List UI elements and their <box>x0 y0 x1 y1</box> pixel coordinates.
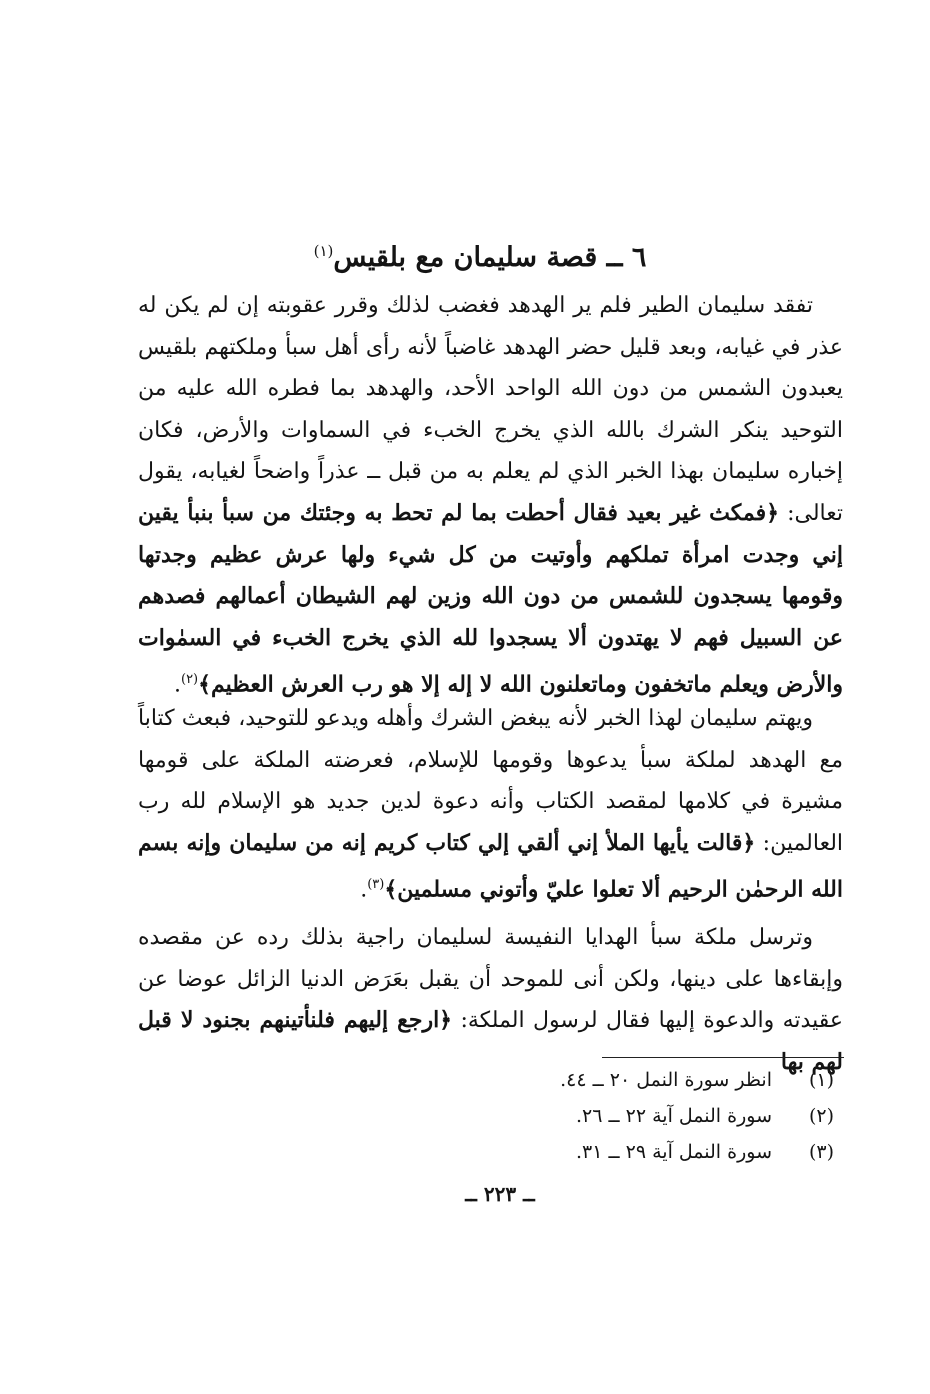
footnote-2 <box>560 1098 834 1134</box>
quote-1-end: . <box>173 672 181 698</box>
page-number: ــ ٢٢٣ ــ <box>465 1182 535 1206</box>
paragraph-2-text: ويهتم سليمان لهذا الخبر لأنه يبغض الشرك وأهله ويدعو للتوحيد، فبعث كتاباً مع الهدهد لملكة سبأ يدعوها وقومها للإسلام، فعرضته الملكة على قومها مشيرة في كلامها لمقصد الكتاب وأنه دعوة لدين جديد هو الإسلام لله رب العالمين: <box>138 706 844 856</box>
footnote-2-text: سورة النمل آية ٢٢ ــ ٢٦. <box>575 1105 772 1127</box>
chapter-heading <box>130 242 830 273</box>
paragraph-3-text: وترسل ملكة سبأ الهدايا النفيسة لسليمان راجية بذلك رده عن مقصده وإبقاءها على دينها، ولكن أنى للموحد أن يقبل بعَرَض الدنيا الزائل عوضا عن عقيدته والدعوة إليها فقال لرسول الملكة: <box>138 925 843 1034</box>
footnote-3 <box>560 1134 834 1170</box>
chapter-note-ref: (١) <box>313 242 334 261</box>
quran-quote-2: ﴿قالت يأيها الملأ إني ألقي إلي كتاب كريم إنه من سليمان وإنه بسم الله الرحمٰن الرحيم ألا تعلوا عليّ وأتوني مسلمين﴾ <box>138 829 843 903</box>
footnote-divider <box>602 1057 844 1058</box>
footnote-1-number: (١) <box>808 1069 834 1091</box>
quran-quote-1: ﴿فمكث غير بعيد فقال أحطت بما لم تحط به وجئتك من سبأ بنبأ يقين إني وجدت امرأة تملكهم وأوتيت من كل شيء ولها عرش عظيم وجدتها وقومها يسجدون للشمس من دون الله وزين لهم الشيطان أعمالهم فصدهم عن السبيل فهم لا يهتدون ألا يسجدوا لله الذي يخرج الخبء في السمٰوات والأرض ويعلم ماتخفون وماتعلنون الله لا إله إلا هو رب العرش العظيم﴾ <box>138 499 843 698</box>
quote-1-note-ref: (٢) <box>180 672 199 688</box>
quote-2-note-ref: (٣) <box>367 877 385 893</box>
footnote-3-number: (٣) <box>808 1141 834 1163</box>
quran-quote-3: ﴿ارجع إليهم فلنأتينهم بجنود لا قبل لهم بها <box>138 1007 843 1075</box>
chapter-title: قصة سليمان مع بلقيس <box>333 242 598 274</box>
quote-2-end: . <box>360 877 368 903</box>
paragraph-1 <box>138 285 843 706</box>
footnote-1-text: انظر سورة النمل ٢٠ ــ ٤٤. <box>560 1069 772 1091</box>
paragraph-1-text: تفقد سليمان الطير فلم ير الهدهد فغضب لذلك وقرر عقوبته إن لم يكن له عذر في غيابه، وبعد قليل حضر الهدهد غاضباً لأنه رأى أهل سبأ وملكتهم بلقيس يعبدون الشمس من دون الله الواحد الأحد، والهدهد بما فطره الله عليه من التوحيد ينكر الشرك بالله الذي يخرج الخبء في السماوات والأرض، فكان إخباره سليمان بهذا الخبر الذي لم يعلم به من قبل ــ عذراً واضحاً لغيابه، يقول تعالى: <box>138 293 843 526</box>
chapter-number: ٦ ــ <box>606 242 647 274</box>
paragraph-2 <box>138 698 843 911</box>
footnote-3-text: سورة النمل آية ٢٩ ــ ٣١. <box>575 1141 772 1163</box>
footnotes <box>560 1062 834 1170</box>
footnote-2-number: (٢) <box>808 1105 834 1127</box>
footnote-1 <box>560 1062 834 1098</box>
paragraph-3 <box>138 917 843 1083</box>
